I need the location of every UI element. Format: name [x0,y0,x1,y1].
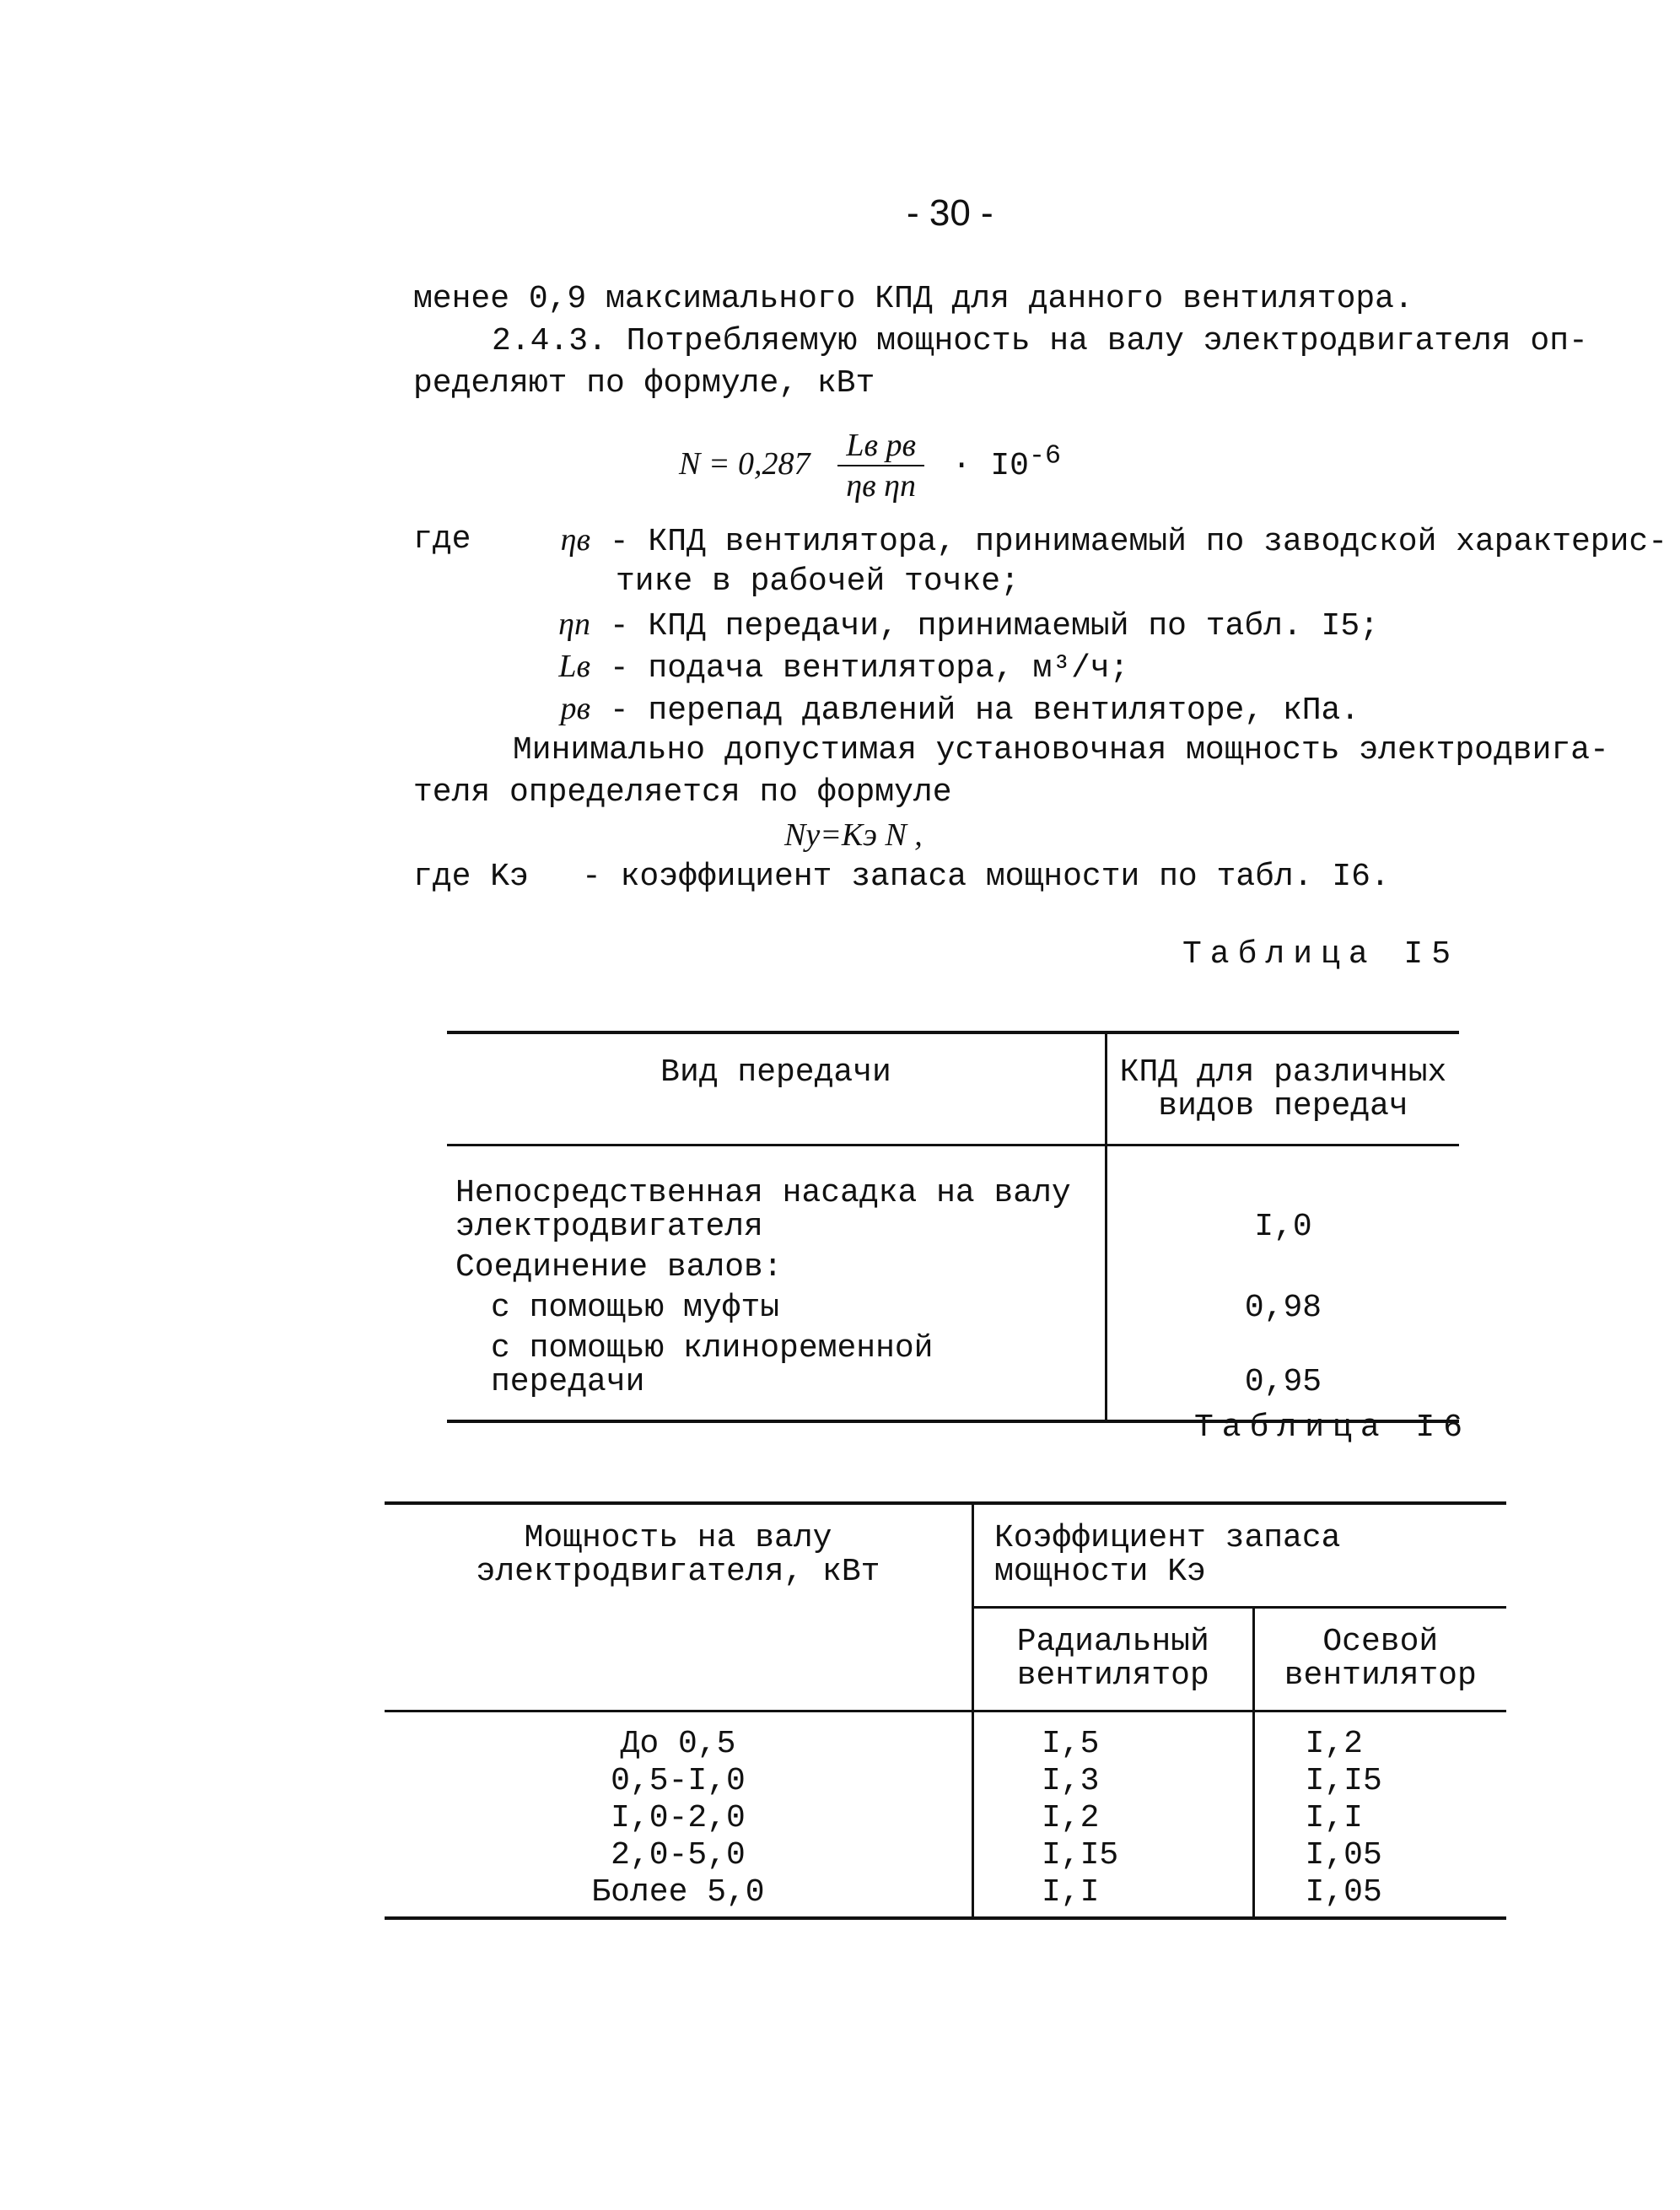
definition-symbol: ηв [560,522,590,558]
axial-value: I,2 [1305,1726,1363,1762]
definition-continuation: тике в рабочей точке; [616,563,1020,600]
table-row [447,1248,1459,1288]
radial-value: I,5 [973,1711,1254,1764]
table-row [385,1837,1506,1874]
table-header-transmission: Вид передачи [447,1032,1107,1145]
table-row [385,1763,1506,1800]
efficiency-value [1107,1248,1460,1288]
definition-row [405,687,1360,732]
section-paragraph: 2.4.3. Потребляемую мощность на валу электродвигателя оп- [492,323,1588,359]
definition-row [405,603,1379,648]
axial-value: I,05 [1305,1837,1382,1873]
text-line: ределяют по формуле, кВт [413,365,875,402]
axial-value: I,05 [1305,1874,1382,1911]
formula2-lhs: Nу [784,817,821,853]
formula-fraction [837,426,924,505]
table-header-power: Мощность на валу электродвигателя, кВт [385,1503,973,1711]
table-16 [385,1501,1506,1920]
where-label: где [413,521,471,558]
table-header-axial: Осевой вентилятор [1253,1608,1506,1711]
table15-caption: Таблица I5 [1182,936,1460,973]
formula-denominator: ηв ηп [846,468,916,504]
radial-value: I,I [973,1874,1254,1918]
table-header-coefficient: Коэффициент запаса мощности Kэ [973,1503,1507,1608]
table-row [385,1711,1506,1764]
table-header-radial: Радиальный вентилятор [973,1608,1254,1711]
formula-multiplier: · I0 [951,448,1029,485]
definition-text: - КПД вентилятора, принимаемый по заводской характерис- [609,524,1668,560]
efficiency-value: 0,98 [1244,1290,1322,1326]
power-formula [679,426,1061,505]
formula-lhs: N = 0,287 [679,446,810,482]
transmission-type: с помощью клиноременной передачи [447,1329,1107,1421]
table-header-row [385,1503,1506,1608]
definition-symbol: pв [560,691,590,726]
definition-row [405,519,1667,563]
radial-value: I,3 [973,1763,1254,1800]
transmission-type: Непосредственная насадка на валу электродвигателя [447,1145,1107,1248]
definition-text: - подача вентилятора, м³/ч; [609,650,1129,687]
definition-symbol: Lв [558,649,590,684]
radial-value: I,2 [973,1800,1254,1837]
text-line: теля определяется по формуле [413,774,952,811]
where-k-text: - коэффициент запаса мощности по табл. I6. [582,859,1390,895]
min-power-paragraph: Минимально допустимая установочная мощность электродвига- [513,732,1609,768]
transmission-type: с помощью муфты [447,1288,1107,1329]
table-row [385,1874,1506,1918]
definition-symbol: ηп [558,606,590,642]
transmission-type: Соединение валов: [447,1248,1107,1288]
power-range: I,0-2,0 [385,1800,973,1837]
definition-text: - перепад давлений на вентиляторе, кПа. [609,693,1360,729]
efficiency-value: 0,95 [1244,1364,1322,1400]
power-range: 2,0-5,0 [385,1837,973,1874]
formula-numerator: Lв pв [837,426,924,466]
where-k-label: где Kэ [413,859,529,895]
table-15 [447,1031,1459,1423]
efficiency-value: I,0 [1254,1209,1312,1245]
radial-value: I,I5 [973,1837,1254,1874]
table-header-row [447,1032,1459,1145]
text-line: менее 0,9 максимального КПД для данного вентилятора. [413,281,1413,317]
installed-power-formula [784,814,923,859]
table-row [385,1800,1506,1837]
power-range: Более 5,0 [385,1874,973,1918]
power-range: До 0,5 [385,1711,973,1764]
definition-row [405,645,1129,690]
page-number: - 30 - [907,192,993,234]
table-row [447,1288,1459,1329]
formula-exponent: -6 [1028,440,1061,472]
table-header-efficiency: КПД для различных видов передач [1107,1032,1460,1145]
definition-text: - КПД передачи, принимаемый по табл. I5; [609,608,1379,644]
axial-value: I,I5 [1305,1763,1382,1799]
table16-caption: Таблица I6 [1194,1410,1472,1446]
power-range: 0,5-I,0 [385,1763,973,1800]
table-row [447,1145,1459,1248]
axial-value: I,I [1305,1800,1363,1836]
formula2-rhs: =Kэ N , [820,817,923,853]
